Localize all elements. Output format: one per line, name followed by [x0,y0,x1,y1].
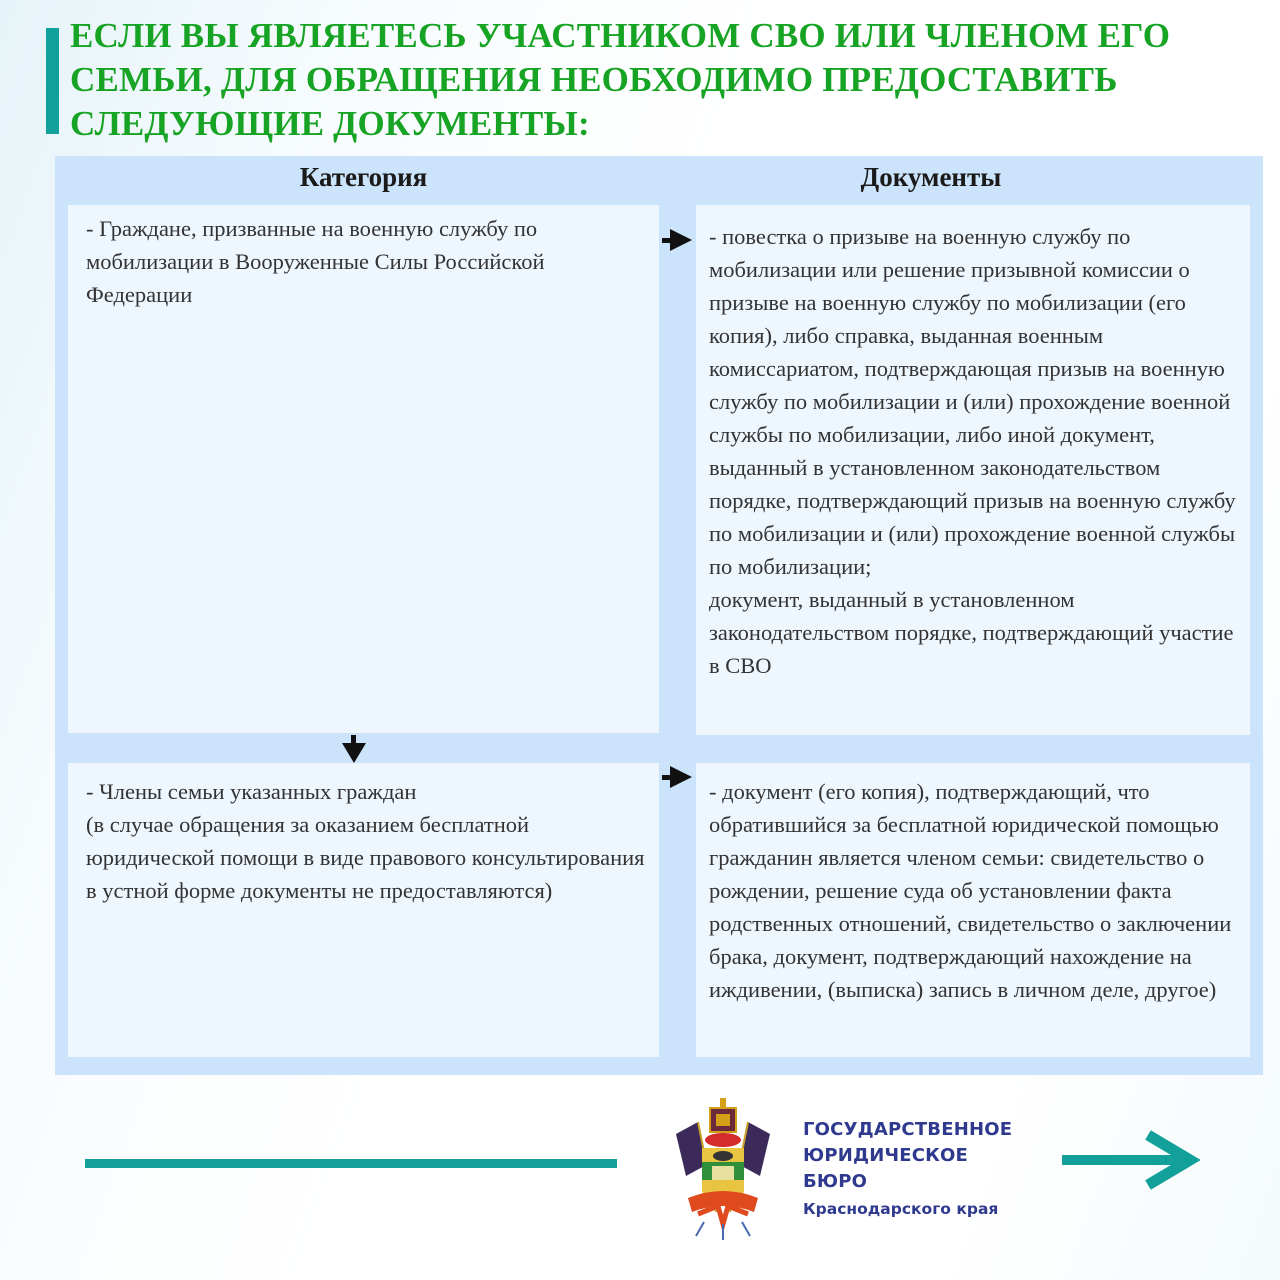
documents-cell-family [696,763,1250,1057]
arrow-right-icon [662,764,694,790]
next-arrow-icon[interactable] [1060,1130,1200,1190]
column-header-documents: Документы [860,162,1002,192]
documents-text: - документ (его копия), подтверждающий, что обратившийся за бесплатной юридической помощью гражданин является членом семьи: свидетельство о рождении, решение суда об установлении факта родственных отношений, свидетельство о заключении брака, документ, подтверждающий нахождение на иждивении, (выписка) запись в личном деле, другое) [709,779,1232,1002]
org-name-line-1: ГОСУДАРСТВЕННОЕ [803,1119,1013,1140]
category-cell-mobilized [68,205,659,733]
category-text: - Граждане, призванные на военную службу по мобилизации в Вооруженные Силы Российской Федерации [86,216,545,307]
org-name-line-3: БЮРО [803,1171,868,1192]
footer-divider [85,1159,617,1168]
coat-of-arms-icon [668,1094,778,1244]
organization-name [803,1117,1012,1223]
title-accent-bar [46,28,59,134]
arrow-right-icon [662,227,694,253]
page-title: ЕСЛИ ВЫ ЯВЛЯЕТЕСЬ УЧАСТНИКОМ СВО ИЛИ ЧЛЕНОМ ЕГО СЕМЬИ, ДЛЯ ОБРАЩЕНИЯ НЕОБХОДИМО ПРЕДОСТАВИТЬ СЛЕДУЮЩИЕ ДОКУМЕНТЫ: [70,16,1171,143]
org-name-line-2: ЮРИДИЧЕСКОЕ [803,1145,969,1166]
column-header-category: Категория [299,162,428,192]
documents-text: - повестка о призыве на военную службу по мобилизации или решение призывной комиссии о призыве на военную службу по мобилизации (его копия), либо справка, выданная военным комиссариатом, подтверждающая призыв на военную службу по мобилизации и (или) прохождение военной службы по мобилизации, либо иной документ, выданный в установленном законодательством порядке, подтверждающий призыв на военную службу по мобилизации и (или) прохождение военной службы по мобилизации; документ, выданный в установленном законодательством порядке, подтверждающий участие в СВО [709,224,1236,678]
org-region: Краснодарского края [803,1200,999,1218]
documents-cell-mobilized [696,205,1250,735]
arrow-down-icon [340,735,368,765]
category-text: - Члены семьи указанных граждан (в случае обращения за оказанием бесплатной юридической помощи в виде правового консультирования в устной форме документы не предоставляются) [86,779,645,903]
category-cell-family [68,763,659,1057]
